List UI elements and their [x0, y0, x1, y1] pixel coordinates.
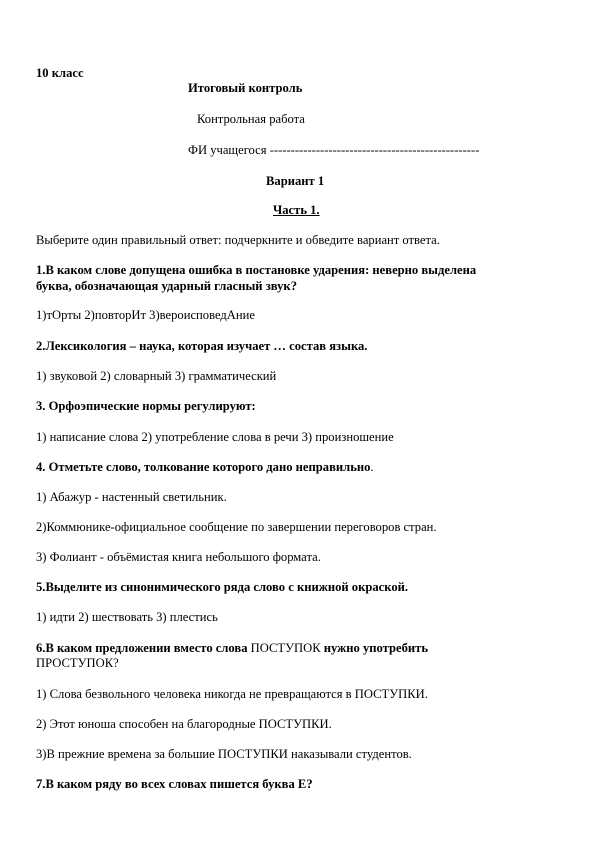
question-4 — [36, 460, 374, 475]
question-4-period: . — [370, 460, 374, 474]
question-2-answers: 1) звуковой 2) словарный 3) грамматический — [36, 369, 277, 383]
question-4-option-3: 3) Фолиант - объёмистая книга небольшого формата. — [36, 550, 321, 564]
question-6-text-start: 6.В каком предложении вместо слова — [36, 641, 251, 655]
question-5: 5.Выделите из синонимического ряда слово с книжной окраской. — [36, 580, 409, 594]
document-title: Итоговый контроль — [188, 81, 303, 95]
question-1-line-2: буква, обозначающая ударный гласный звук? — [36, 279, 297, 293]
question-5-answers: 1) идти 2) шествовать 3) плестись — [36, 610, 218, 624]
question-6-line-1 — [36, 641, 428, 656]
document-subtitle: Контрольная работа — [197, 112, 305, 126]
question-7: 7.В каком ряду во всех словах пишется буква Е? — [36, 777, 313, 791]
question-4-option-1: 1) Абажур - настенный светильник. — [36, 490, 227, 504]
question-6-text-end: нужно употребить — [320, 641, 428, 655]
part-label: Часть 1. — [273, 203, 320, 217]
question-4-option-2: 2)Коммюнике-официальное сообщение по завершении переговоров стран. — [36, 520, 437, 534]
question-4-text: 4. Отметьте слово, толкование которого дано неправильно — [36, 460, 371, 474]
question-6-option-3: 3)В прежние времена за большие ПОСТУПКИ наказывали студентов. — [36, 747, 412, 761]
question-6-option-1: 1) Слова безвольного человека никогда не превращаются в ПОСТУПКИ. — [36, 687, 428, 701]
question-6-word-2: ПРОСТУПОК? — [36, 656, 119, 670]
instruction-text: Выберите один правильный ответ: подчеркните и обведите вариант ответа. — [36, 233, 440, 247]
variant-label: Вариант 1 — [266, 174, 325, 188]
question-6-word-1: ПОСТУПОК — [250, 641, 321, 655]
question-3: 3. Орфоэпические нормы регулируют: — [36, 399, 256, 413]
question-1-answers: 1)тОрты 2)повторИт 3)вероисповедАние — [36, 308, 255, 322]
question-2: 2.Лексикология – наука, которая изучает … состав языка. — [36, 339, 368, 353]
grade-label: 10 класс — [36, 66, 84, 80]
question-6-option-2: 2) Этот юноша способен на благородные ПОСТУПКИ. — [36, 717, 332, 731]
student-name-line: ФИ учащегося -------------------------------------------------- — [188, 143, 480, 157]
question-1-line-1: 1.В каком слове допущена ошибка в постановке ударения: неверно выделена — [36, 263, 477, 277]
question-3-answers: 1) написание слова 2) употребление слова в речи 3) произношение — [36, 430, 394, 444]
